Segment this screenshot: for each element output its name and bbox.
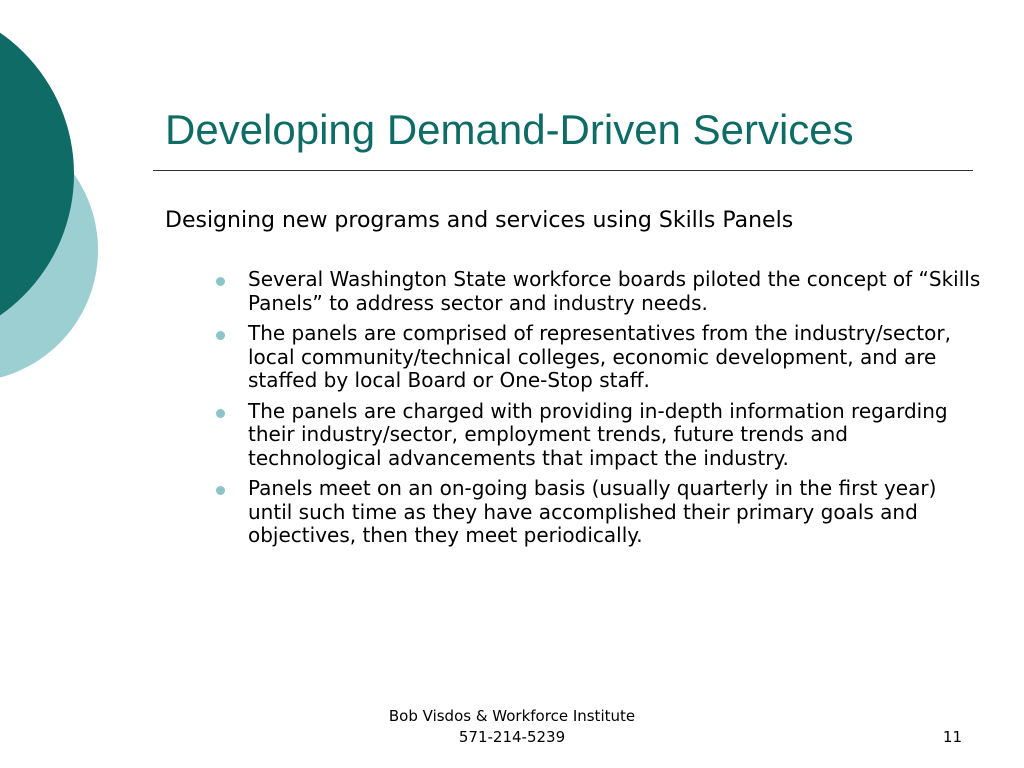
bullet-item bbox=[212, 322, 982, 393]
bullet-dot-icon bbox=[216, 277, 225, 286]
title-divider bbox=[153, 170, 973, 171]
footer-phone: 571-214-5239 bbox=[458, 728, 566, 746]
bullet-text: Panels meet on an on-going basis (usually quarterly in the first year) until such time as they have accomplished their primary goals and objectives, then they meet periodically. bbox=[248, 476, 937, 547]
slide-title: Developing Demand-Driven Services bbox=[165, 106, 854, 153]
footer bbox=[312, 706, 712, 748]
bullet-dot-icon bbox=[216, 331, 225, 340]
page-number: 11 bbox=[942, 728, 962, 746]
footer-author: Bob Visdos & Workforce Institute bbox=[388, 707, 636, 725]
bullet-text: Several Washington State workforce boards piloted the concept of “Skills Panels” to address sector and industry needs. bbox=[248, 267, 981, 315]
bullet-item bbox=[212, 268, 982, 315]
decorative-circles bbox=[0, 0, 110, 420]
bullet-text: The panels are comprised of representatives from the industry/sector, local community/technical colleges, economic development, and are staffed by local Board or One-Stop staff. bbox=[248, 321, 951, 392]
bullet-dot-icon bbox=[216, 486, 225, 495]
bullet-item bbox=[212, 400, 982, 471]
bullet-list bbox=[212, 268, 982, 555]
slide-subheading: Designing new programs and services using Skills Panels bbox=[165, 208, 794, 233]
bullet-text: The panels are charged with providing in-depth information regarding their industry/sector, employment trends, future trends and technological advancements that impact the industry. bbox=[248, 398, 948, 470]
bullet-dot-icon bbox=[216, 409, 225, 418]
bullet-item bbox=[212, 477, 982, 548]
